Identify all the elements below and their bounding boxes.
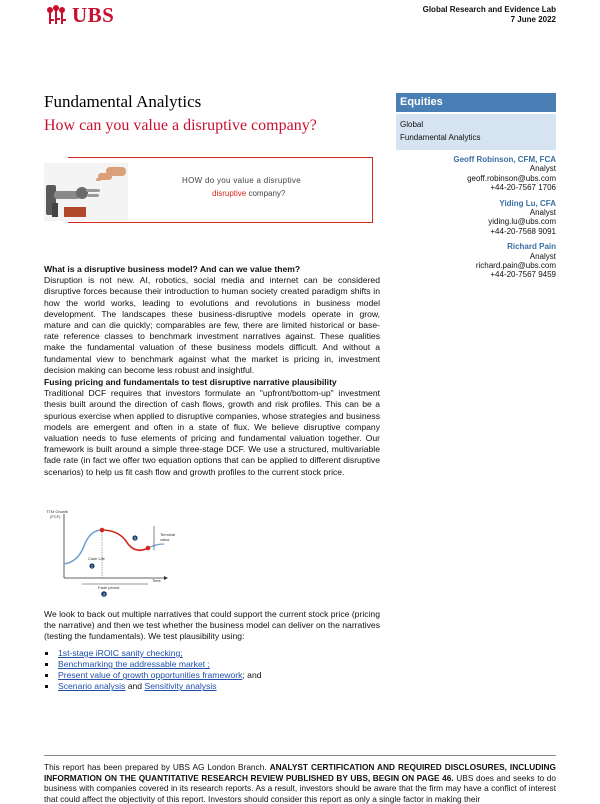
analyst-card	[453, 155, 556, 193]
banner-image	[44, 157, 374, 223]
terminal-label: Terminal	[160, 532, 176, 537]
badge-3-label: 3	[103, 592, 105, 597]
iroic-link[interactable]: 1st-stage iROIC sanity checking;	[58, 648, 183, 658]
robot-hands-image	[44, 163, 128, 221]
analyst-phone: +44-20-7567 9459	[490, 270, 556, 280]
report-header	[423, 5, 556, 25]
report-date: 7 June 2022	[510, 15, 556, 24]
terminal-label-sub: value	[160, 537, 170, 542]
banner-subline	[212, 189, 285, 198]
region-label: Global	[400, 120, 424, 129]
growth-curve-fade	[102, 530, 148, 550]
analyst-role: Analyst	[529, 208, 556, 218]
section-text: Disruption is not new. AI, robotics, social media and internet can be considered disruptive forces because their introduction to human society created paradigm shifts in how the world works, leading to evolutions and revolutions in business model development. The landscapes these business-disruptive models operate in grow, mature and can die quickly; comparables are few, there are limited historical or base-rate reference classes to benchmark investment narratives against. These qualities make the fundamental valuation of these business models difficult. And without a fundamental view to benchmark against what the market is pricing in, investment decision making can become less robust and insightful.	[44, 275, 380, 375]
list-item-suffix: ; and	[242, 670, 262, 681]
analyst-role: Analyst	[529, 164, 556, 174]
cash-life-label: Cash Life	[88, 556, 105, 561]
analyst-phone: +44-20-7567 1706	[490, 183, 556, 193]
list-item-suffix: and	[125, 681, 145, 692]
list-item	[44, 648, 380, 659]
section-heading: Fusing pricing and fundamentals to test disruptive narrative plausibility	[44, 377, 337, 387]
section-heading: What is a disruptive business model? And can we value them?	[44, 264, 301, 274]
sector-bar: Equities	[396, 93, 556, 112]
terminal-curve	[148, 544, 164, 548]
footer-disclaimer: UBS does and seeks to do business with companies covered in its research reports. As a result, investors should be aware that the firm may have a conflict of interest that could affect the objectivity of this report. Investors should consider this report as only a single factor in making their	[44, 772, 556, 804]
footer-intro: This report has been prepared by UBS AG London Branch.	[44, 762, 270, 772]
diagram-ylabel: TTM Growth	[46, 509, 69, 514]
badge-2-label: 2	[134, 536, 136, 541]
list-item	[44, 659, 380, 670]
addressable-market-link[interactable]: Benchmarking the addressable market ;	[58, 659, 210, 670]
fade-start-point	[100, 528, 105, 533]
plausibility-list	[44, 648, 380, 692]
list-item	[44, 670, 380, 681]
analyst-card	[453, 242, 556, 280]
x-axis-label: Time	[152, 578, 161, 583]
analyst-list	[453, 155, 556, 286]
diagram-ylabel-sub: (FCF)	[50, 514, 61, 519]
ubs-logo	[44, 4, 114, 26]
sensitivity-analysis-link[interactable]: Sensitivity analysis	[144, 681, 217, 692]
classification-box	[396, 114, 556, 150]
analyst-email[interactable]: yiding.lu@ubs.com	[488, 217, 556, 227]
analyst-email[interactable]: geoff.robinson@ubs.com	[467, 173, 556, 183]
keys-icon	[44, 4, 68, 26]
banner-red-word: disruptive	[212, 189, 247, 198]
plausibility-paragraph: We look to back out multiple narratives that could support the current stock price (pricing the narrative) and then we test whether the business model can deliver on the narratives (testing the fundamentals). We test plausibility using:	[44, 609, 380, 642]
section-disruptive-model	[44, 264, 380, 376]
analyst-card	[453, 199, 556, 237]
banner-rest: company?	[246, 189, 286, 198]
analyst-phone: +44-20-7568 9091	[490, 226, 556, 236]
footer-divider	[44, 755, 556, 756]
analyst-name: Yiding Lu, CFA	[499, 198, 556, 208]
page-title: Fundamental Analytics	[44, 92, 202, 111]
banner-headline: HOW do you value a disruptive	[182, 176, 301, 185]
fade-period-label: Fade period	[98, 585, 120, 590]
list-item	[44, 681, 380, 692]
page-subtitle: How can you value a disruptive company?	[44, 117, 317, 134]
analyst-role: Analyst	[529, 251, 556, 261]
section-fusing-pricing	[44, 377, 380, 478]
footer-certification: ANALYST CERTIFICATION AND REQUIRED DISCLOSURES, INCLUDING INFORMATION ON THE QUANTITATIVE RESEARCH REVIEW PUBLISHED BY UBS, BEGIN ON PAGE 46.	[44, 762, 557, 783]
scenario-analysis-link[interactable]: Scenario analysis	[58, 681, 126, 692]
category-label: Fundamental Analytics	[400, 133, 481, 142]
section-text: Traditional DCF requires that investors formulate an "upfront/bottom-up" investment thesis built around the direction of cash flows, growth and risk profiles. This can be a spurious exercise when applied to disruptive companies, whose strategies and business models are emergent and often in a state of flux. We believe disruptive company valuation needs to fuse elements of pricing and fundamental valuation together. Our framework is built around a simple three-stage DCF. We use a structured, multivariable fade rate (in fact we offer two equation options that can be applied to different disruptive scenarios) to help us fit cash flow and growth profiles to the current stock price.	[44, 388, 380, 477]
pvgo-link[interactable]: Present value of growth opportunities framework	[58, 670, 243, 681]
logo-text: UBS	[72, 2, 115, 27]
disclosure-footer	[44, 762, 556, 804]
badge-1-label: 1	[91, 564, 93, 569]
analyst-name: Richard Pain	[507, 242, 556, 252]
analyst-email[interactable]: richard.pain@ubs.com	[475, 261, 556, 271]
x-axis-arrow	[164, 576, 168, 580]
lab-name: Global Research and Evidence Lab	[422, 5, 556, 14]
fade-end-point	[146, 546, 151, 551]
analyst-name: Geoff Robinson, CFM, FCA	[453, 155, 556, 164]
dcf-fade-diagram	[44, 506, 188, 598]
